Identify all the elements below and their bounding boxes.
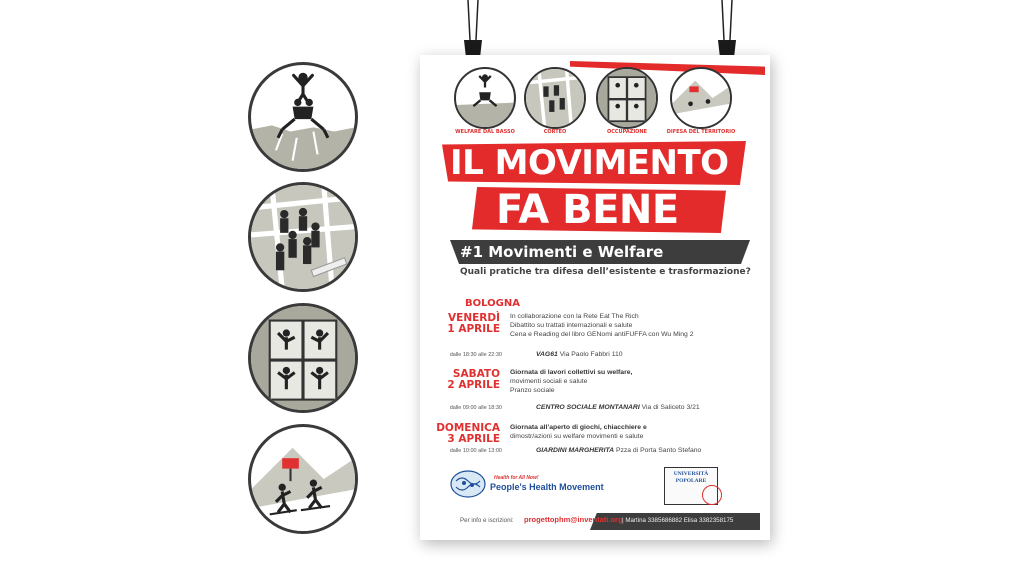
poster-title-line2: FA BENE: [496, 187, 679, 233]
binder-clip-right: [712, 0, 742, 60]
poster-tagline: Quali pratiche tra difesa dell’esistente e trasformazione?: [460, 267, 751, 277]
event-3-day: DOMENICA 3 APRILE: [436, 422, 500, 445]
phm-name: People's Health Movement: [490, 482, 604, 492]
event-2-time: dalle 09:00 alle 18:30: [449, 405, 502, 411]
welfare-dal-basso-mini-icon: [454, 67, 516, 129]
event-1-time: dalle 18:30 alle 22:30: [449, 352, 502, 358]
event-2-day: SABATO 2 APRILE: [447, 368, 500, 391]
difesa-del-territorio-icon: [248, 424, 358, 534]
event-3-time: dalle 10:00 alle 13:00: [449, 448, 502, 454]
mini-label-difesa: DIFESA DEL TERRITORIO: [666, 129, 736, 135]
mini-label-corteo: CORTEO: [543, 129, 567, 135]
corteo-mini-icon: [524, 67, 586, 129]
phm-globe-logo: [450, 469, 486, 504]
binder-clip-left: [458, 0, 488, 60]
corteo-icon: [248, 182, 358, 292]
event-3-description: Giornata all’aperto di giochi, chiacchiere e dimostr/azioni su welfare movimenti e salute: [510, 424, 647, 440]
footer-contacts: | Martina 3385686882 Elisa 3382358175: [622, 517, 734, 524]
welfare-dal-basso-icon: [248, 62, 358, 172]
mini-label-welfare: WELFARE DAL BASSO: [455, 129, 515, 135]
poster: [420, 55, 770, 540]
event-2-place: CENTRO SOCIALE MONTANARI Via di Saliceto 3/21: [536, 404, 700, 411]
event-1-day: VENERDÌ 1 APRILE: [447, 312, 500, 335]
footer-info-label: Per info e iscrizioni:: [460, 517, 514, 524]
mini-label-occupazione: OCCUPAZIONE: [606, 129, 648, 135]
poster-title-line1: IL MOVIMENTO: [450, 143, 729, 183]
footer-email: progettophm@inventati.org: [524, 515, 623, 524]
difesa-territorio-mini-icon: [670, 67, 732, 129]
universita-popolare-label: UNIVERSITÀ POPOLARE: [673, 471, 709, 484]
phm-tagline: Health for All Now!: [494, 475, 539, 481]
stamp-red-circle: [702, 485, 722, 505]
top-red-strip: [570, 61, 765, 75]
event-3-place: GIARDINI MARGHERITA Pzza di Porta Santo Stefano: [536, 447, 702, 454]
occupazione-mini-icon: [596, 67, 658, 129]
event-1-place: VAG61 Via Paolo Fabbri 110: [536, 351, 623, 358]
event-2-description: Giornata di lavori collettivi su welfare, movimenti sociali e salute Pranzo sociale: [510, 369, 633, 394]
city-label: BOLOGNA: [465, 298, 520, 309]
poster-subtitle: #1 Movimenti e Welfare: [460, 243, 664, 261]
event-1-description: In collaborazione con la Rete Eat The Rich Dibattito su trattati internazionali e salute Cena e Reading del libro GENomi antiFUFFA con Wu Ming 2: [510, 313, 694, 338]
occupazione-icon: [248, 303, 358, 413]
